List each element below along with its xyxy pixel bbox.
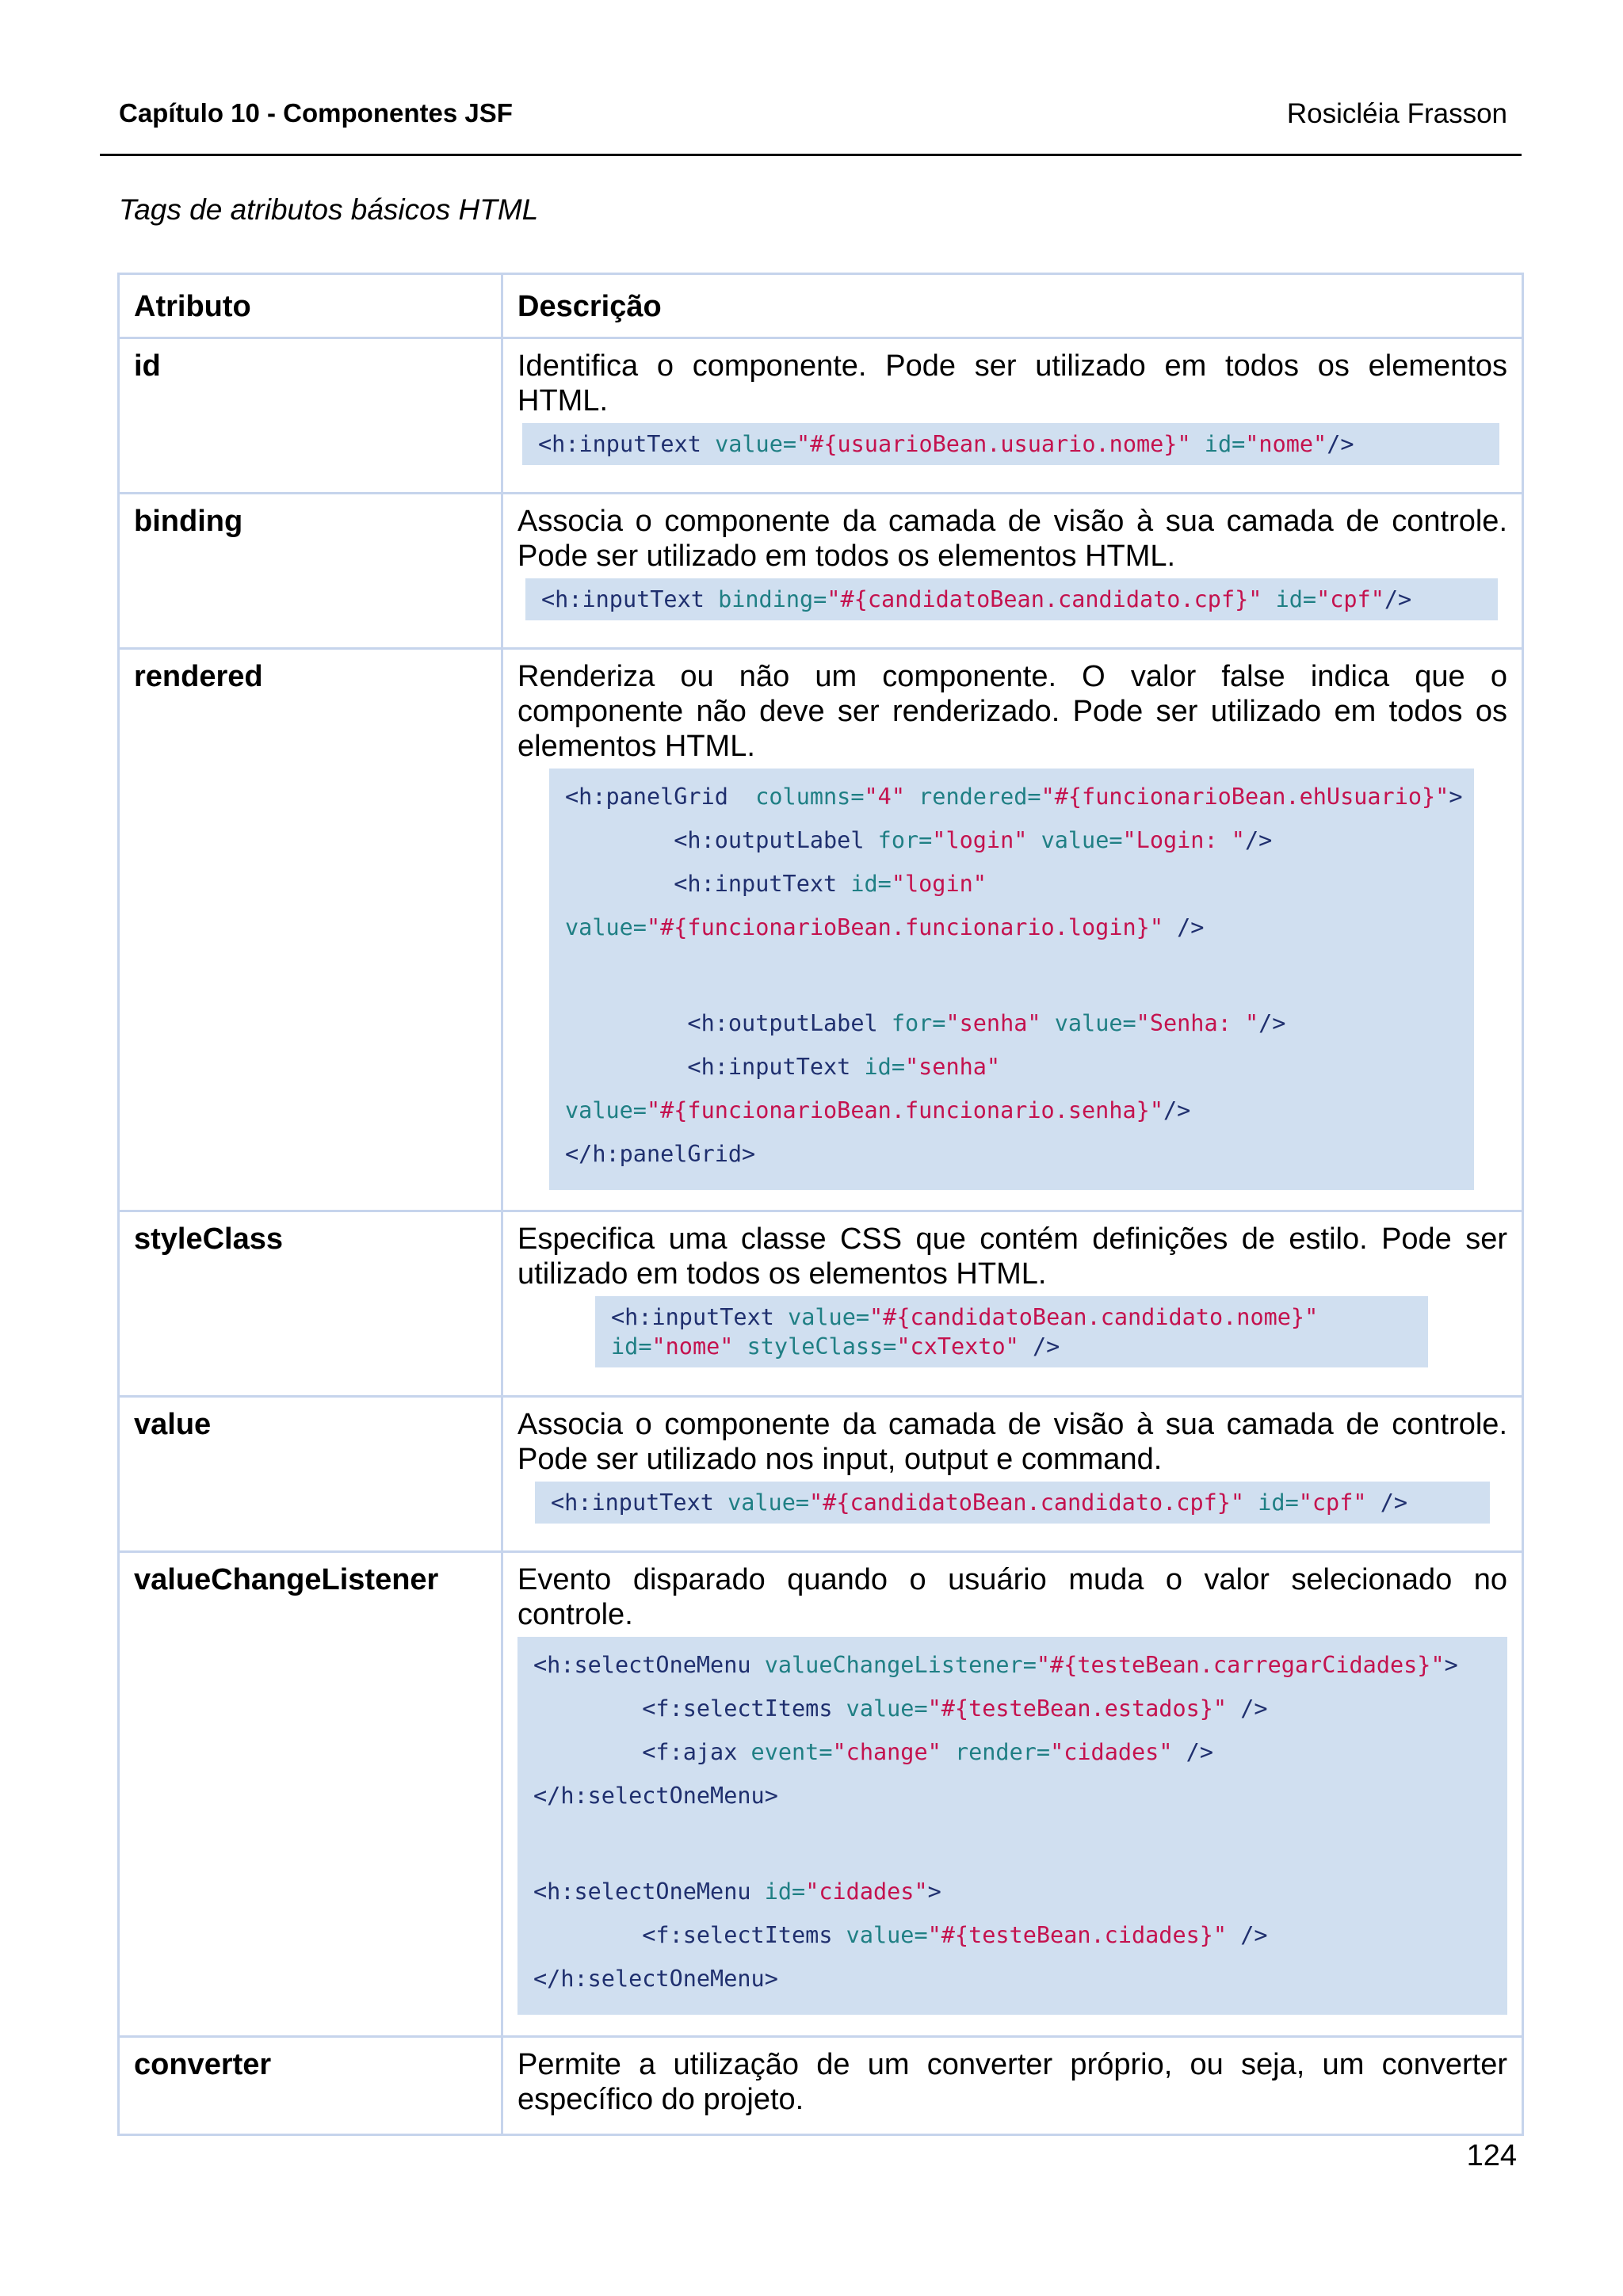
code-line	[533, 1913, 1491, 1957]
code-token: value=	[788, 1304, 870, 1330]
code-token: id=	[1262, 586, 1317, 612]
code-line	[565, 1001, 1458, 1045]
code-token: "#{testeBean.estados}"	[927, 1695, 1228, 1722]
code-token: </h:panelGrid>	[565, 1141, 756, 1167]
code-token: />	[1384, 586, 1412, 612]
code-token: "4"	[864, 784, 905, 810]
code-token: />	[1018, 1333, 1060, 1360]
code-example	[549, 769, 1474, 1190]
code-line	[565, 862, 1458, 906]
code-token: />	[1227, 1695, 1268, 1722]
code-line	[533, 1687, 1491, 1730]
chapter-title: Capítulo 10 - Componentes JSF	[119, 98, 513, 128]
code-token: for=	[877, 827, 933, 853]
code-token: <h:inputText	[565, 1054, 865, 1080]
code-token: value=	[1027, 827, 1123, 853]
description-cell	[502, 338, 1523, 494]
code-token: "#{funcionarioBean.funcionario.senha}"	[646, 1097, 1163, 1123]
table-row	[119, 1552, 1523, 2037]
code-token: />	[1172, 1739, 1213, 1765]
code-token: "nome"	[651, 1333, 734, 1360]
code-token: "cidades"	[805, 1878, 928, 1905]
attribute-description: Permite a utilização de um converter próprio, ou seja, um converter específico do projeto.	[517, 2048, 1507, 2116]
code-line	[565, 1089, 1458, 1132]
code-token: />	[1366, 1489, 1408, 1516]
table-row	[119, 649, 1523, 1211]
code-line	[565, 1045, 1458, 1089]
code-token: value=	[565, 914, 647, 940]
code-blank-line	[533, 1817, 1491, 1870]
attribute-description: Evento disparado quando o usuário muda o valor selecionado no controle.	[517, 1563, 1507, 1631]
code-token: id=	[864, 1054, 905, 1080]
code-line	[565, 775, 1463, 818]
attribute-cell	[119, 649, 502, 1211]
code-token: <h:inputText	[538, 431, 716, 457]
attribute-name: value	[134, 1408, 212, 1441]
code-token: "#{testeBean.cidades}"	[927, 1922, 1228, 1948]
attribute-cell	[119, 1397, 502, 1552]
code-token: <h:inputText	[541, 586, 719, 612]
attribute-cell	[119, 1552, 502, 2037]
attribute-description: Especifica uma classe CSS que contém definições de estilo. Pode ser utilizado em todos os elementos HTML.	[517, 1222, 1507, 1291]
code-token: binding=	[718, 586, 827, 612]
table-row	[119, 1211, 1523, 1397]
code-token: id=	[764, 1878, 806, 1905]
code-token: "cpf"	[1298, 1489, 1367, 1516]
code-line	[611, 1332, 1412, 1361]
code-token: </h:selectOneMenu>	[533, 1966, 778, 1992]
code-example	[522, 423, 1499, 465]
code-token: id=	[1190, 431, 1246, 457]
code-line	[611, 1302, 1412, 1332]
attributes-table	[117, 273, 1524, 2136]
attribute-name: valueChangeListener	[134, 1563, 439, 1596]
author-name: Rosicléia Frasson	[1286, 98, 1507, 129]
code-line	[565, 818, 1458, 862]
code-line	[551, 1488, 1474, 1517]
attribute-description: Associa o componente da camada de visão à sua camada de controle. Pode ser utilizado em todos os elementos HTML.	[517, 505, 1507, 573]
attribute-cell	[119, 2037, 502, 2135]
code-token: />	[1258, 1010, 1286, 1036]
description-cell	[502, 1397, 1523, 1552]
code-token: value=	[846, 1922, 928, 1948]
code-token: <f:selectItems	[533, 1695, 846, 1722]
code-token: <h:outputLabel	[565, 827, 878, 853]
code-token: valueChangeListener=	[764, 1652, 1037, 1678]
code-token: "change"	[832, 1739, 941, 1765]
code-line	[533, 1643, 1491, 1687]
code-token: >	[1449, 784, 1463, 810]
description-cell	[502, 1211, 1523, 1397]
section-title: Tags de atributos básicos HTML	[119, 193, 539, 226]
page-number: 124	[1466, 2139, 1517, 2172]
code-token: styleClass=	[733, 1333, 897, 1360]
column-header-attribute: Atributo	[119, 274, 502, 338]
attribute-name: binding	[134, 505, 243, 538]
attribute-name: styleClass	[134, 1222, 284, 1256]
code-line	[538, 429, 1484, 459]
table-header-row	[119, 274, 1523, 338]
code-token: "senha"	[904, 1054, 1001, 1080]
code-line	[533, 1774, 1491, 1817]
code-token: "cxTexto"	[896, 1333, 1019, 1360]
code-token: "#{testeBean.carregarCidades}"	[1036, 1652, 1445, 1678]
table-row	[119, 2037, 1523, 2135]
code-token: >	[927, 1878, 941, 1905]
code-token: />	[1163, 914, 1205, 940]
attribute-description: Identifica o componente. Pode ser utilizado em todos os elementos HTML.	[517, 349, 1507, 418]
code-token: <h:panelGrid	[565, 784, 756, 810]
attribute-description: Associa o componente da camada de visão à sua camada de controle. Pode ser utilizado nos input, output e command.	[517, 1408, 1507, 1476]
code-token: value=	[727, 1489, 810, 1516]
attribute-cell	[119, 338, 502, 494]
attribute-name: converter	[134, 2048, 272, 2081]
code-token: id=	[611, 1333, 652, 1360]
code-token: columns=	[755, 784, 865, 810]
code-token: <h:outputLabel	[565, 1010, 892, 1036]
code-line	[565, 906, 1458, 949]
code-token: "Login: "	[1122, 827, 1245, 853]
code-token: />	[1163, 1097, 1191, 1123]
code-token: id=	[1244, 1489, 1299, 1516]
code-token: "nome"	[1245, 431, 1327, 457]
code-token: <f:ajax	[533, 1739, 751, 1765]
code-token: for=	[891, 1010, 946, 1036]
code-line	[533, 1957, 1491, 2000]
code-token: "#{candidatoBean.candidato.nome}"	[869, 1304, 1319, 1330]
code-line	[533, 1870, 1491, 1913]
column-header-description: Descrição	[502, 274, 1523, 338]
description-cell	[502, 649, 1523, 1211]
code-token: "#{candidatoBean.candidato.cpf}"	[809, 1489, 1245, 1516]
code-token: render=	[941, 1739, 1051, 1765]
attribute-name: id	[134, 349, 161, 383]
table-row	[119, 338, 1523, 494]
code-token: value=	[715, 431, 797, 457]
code-token: <f:selectItems	[533, 1922, 846, 1948]
code-token: />	[1227, 1922, 1268, 1948]
code-line	[565, 1132, 1458, 1176]
code-example	[517, 1637, 1507, 2015]
code-token: <h:inputText	[565, 871, 851, 897]
code-token: </h:selectOneMenu>	[533, 1783, 778, 1809]
code-token: />	[1244, 827, 1273, 853]
code-blank-line	[565, 949, 1458, 1001]
code-token: "senha"	[945, 1010, 1041, 1036]
code-token: value=	[846, 1695, 928, 1722]
description-cell	[502, 2037, 1523, 2135]
code-token: <h:selectOneMenu	[533, 1652, 765, 1678]
attribute-description: Renderiza ou não um componente. O valor false indica que o componente não deve ser renderizado. Pode ser utilizado em todos os elementos HTML.	[517, 660, 1507, 763]
code-example	[525, 578, 1498, 620]
code-token: rendered=	[904, 784, 1041, 810]
code-token: >	[1444, 1652, 1458, 1678]
code-token: <h:inputText	[551, 1489, 728, 1516]
table-row	[119, 1397, 1523, 1552]
attribute-name: rendered	[134, 660, 263, 693]
code-token: id=	[850, 871, 892, 897]
description-cell	[502, 1552, 1523, 2037]
code-token: value=	[1041, 1010, 1136, 1036]
code-token: "#{candidatoBean.candidato.cpf}"	[827, 586, 1262, 612]
code-token: "#{funcionarioBean.ehUsuario}"	[1041, 784, 1449, 810]
code-token: event=	[750, 1739, 833, 1765]
code-token: "login"	[891, 871, 987, 897]
code-example	[595, 1296, 1428, 1367]
code-token: "#{usuarioBean.usuario.nome}"	[796, 431, 1191, 457]
page-header	[100, 79, 1522, 156]
code-line	[533, 1730, 1491, 1774]
code-token: "login"	[932, 827, 1028, 853]
attribute-cell	[119, 1211, 502, 1397]
code-token: />	[1327, 431, 1354, 457]
code-token: value=	[565, 1097, 647, 1123]
code-example	[535, 1482, 1490, 1524]
code-token: <h:inputText	[611, 1304, 789, 1330]
code-token: "cidades"	[1050, 1739, 1173, 1765]
description-cell	[502, 494, 1523, 649]
attribute-cell	[119, 494, 502, 649]
code-token: "#{funcionarioBean.funcionario.login}"	[646, 914, 1163, 940]
code-line	[541, 585, 1482, 614]
table-row	[119, 494, 1523, 649]
code-token: "Senha: "	[1136, 1010, 1259, 1036]
code-token: <h:selectOneMenu	[533, 1878, 765, 1905]
code-token: "cpf"	[1316, 586, 1384, 612]
